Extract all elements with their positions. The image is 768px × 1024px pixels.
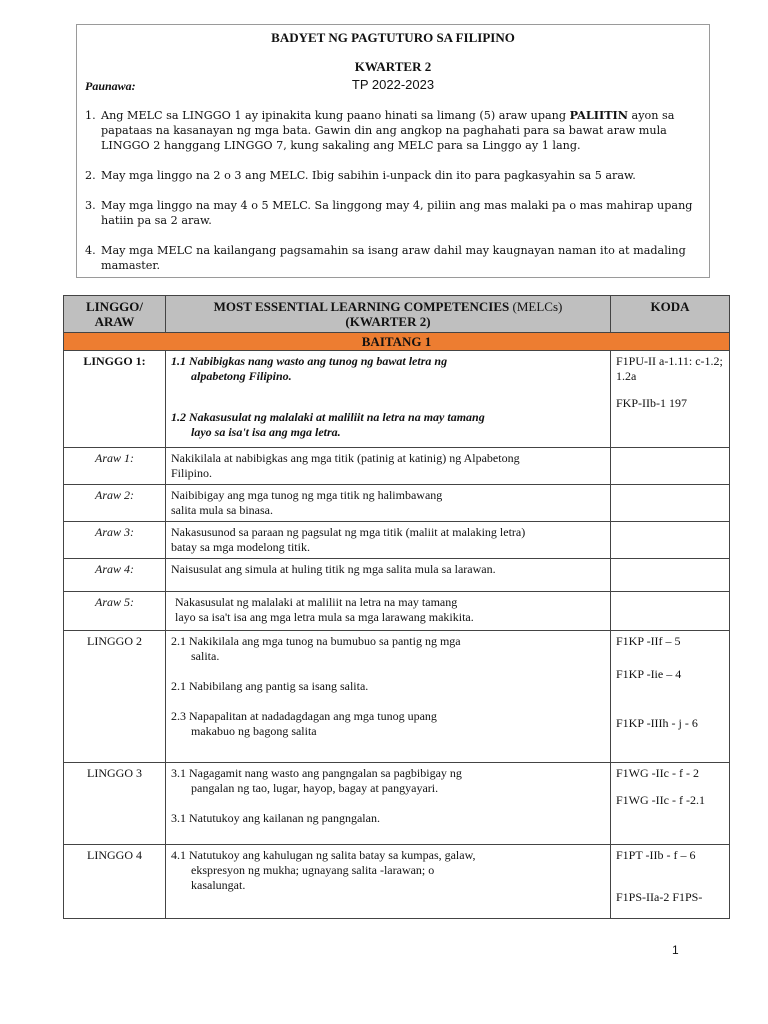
melc-cell: 2.1 Nakikilala ang mga tunog na bumubuo sa pantig ng mga salita. 2.1 Nabibilang ang pantig sa isang salita. 2.3 Napapalitan at nadadagdagan ang mga tunog upang makabuo ng bagong salita <box>166 631 611 763</box>
melc-cell: Nakikilala at nabibigkas ang mga titik (patinig at katinig) ng Alpabetong Filipino. <box>166 448 611 485</box>
note-number: 2. <box>85 169 96 182</box>
grade-band-row <box>64 333 730 351</box>
koda-cell <box>611 448 730 485</box>
day-label: Araw 1: <box>64 448 166 485</box>
paunawa-label: Paunawa: <box>85 79 136 93</box>
day-label: Araw 2: <box>64 485 166 522</box>
note-text: ayon sa papataas na kasanayan ng mga bata. Gawin din ang angkop na paghahati para sa bawat araw mula LINGGO 2 hanggang LINGGO 7, kung sakaling ang MELC para sa Linggo ay 1 lang. <box>101 109 675 152</box>
page-number: 1 <box>672 943 679 957</box>
day-label: Araw 3: <box>64 522 166 559</box>
note-number: 4. <box>85 244 96 257</box>
melc-cell: 3.1 Nagagamit nang wasto ang pangngalan sa pagbibigay ng pangalan ng tao, lugar, hayop, bagay at pangyayari. 3.1 Natutukoy ang kailanan ng pangngalan. <box>166 763 611 845</box>
melc-cell: 4.1 Natutukoy ang kahulugan ng salita batay sa kumpas, galaw, ekspresyon ng mukha; ugnayang salita -larawan; o kasalungat. <box>166 845 611 919</box>
table-row-araw <box>64 485 730 522</box>
column-header-linggo: LINGGO/ ARAW <box>64 296 166 333</box>
note-text: May mga linggo na 2 o 3 ang MELC. Ibig sabihin i-unpack din ito para pagkasyahin sa 5 araw. <box>101 169 636 182</box>
note-text: May mga linggo na may 4 o 5 MELC. Sa linggong may 4, piliin ang mas malaki pa o mas mahirap upang hatiin pa sa 2 araw. <box>101 199 693 227</box>
koda-cell <box>611 522 730 559</box>
week-label: LINGGO 2 <box>64 631 166 763</box>
table-row-araw <box>64 559 730 592</box>
table-row-araw <box>64 448 730 485</box>
koda-cell <box>611 559 730 592</box>
note-item <box>85 168 703 183</box>
document-title: BADYET NG PAGTUTURO SA FILIPINO <box>271 30 515 45</box>
week-label: LINGGO 3 <box>64 763 166 845</box>
koda-cell: F1KP -IIf – 5 F1KP -Iie – 4 F1KP -IIIh - j - 6 <box>611 631 730 763</box>
table-row-araw <box>64 592 730 631</box>
column-header-koda: KODA <box>611 296 730 333</box>
note-number: 3. <box>85 199 96 212</box>
table-row-linggo4 <box>64 845 730 919</box>
day-label: Araw 5: <box>64 592 166 631</box>
table-row-araw <box>64 522 730 559</box>
instructions-box <box>76 24 710 278</box>
budget-table <box>63 295 730 919</box>
day-label: Araw 4: <box>64 559 166 592</box>
school-year: TP 2022-2023 <box>351 77 435 92</box>
note-number: 1. <box>85 109 96 122</box>
koda-cell <box>611 592 730 631</box>
koda-cell <box>611 485 730 522</box>
week-label: LINGGO 1: <box>64 351 166 448</box>
table-header-row <box>64 296 730 333</box>
koda-cell: F1WG -IIc - f - 2 F1WG -IIc - f -2.1 <box>611 763 730 845</box>
melc-cell: Nakasusunod sa paraan ng pagsulat ng mga titik (maliit at malaking letra) batay sa mga modelong titik. <box>166 522 611 559</box>
melc-cell: Nakasusulat ng malalaki at maliliit na letra na may tamang layo sa isa't isa ang mga letra mula sa mga larawang makikita. <box>166 592 611 631</box>
note-item <box>85 108 703 153</box>
week-label: LINGGO 4 <box>64 845 166 919</box>
quarter-title: KWARTER 2 <box>354 59 432 74</box>
melc-cell: Naisusulat ang simula at huling titik ng mga salita mula sa larawan. <box>166 559 611 592</box>
note-emphasis: PALIITIN <box>569 108 628 122</box>
grade-band: BAITANG 1 <box>64 333 730 351</box>
koda-cell: F1PU-II a-1.11: c-1.2; 1.2a FKP-IIb-1 197 <box>611 351 730 448</box>
table-row-linggo1 <box>64 351 730 448</box>
column-header-melc: MOST ESSENTIAL LEARNING COMPETENCIES (MELCs) (KWARTER 2) <box>166 296 611 333</box>
table-row-linggo2 <box>64 631 730 763</box>
note-text: May mga MELC na kailangang pagsamahin sa isang araw dahil may kaugnayan naman ito at madaling mamaster. <box>101 244 686 272</box>
melc-cell: 1.1 Nabibigkas nang wasto ang tunog ng bawat letra ng alpabetong Filipino. 1.2 Nakasusulat ng malalaki at maliliit na letra na may tamang layo sa isa't isa ang mga letra. <box>166 351 611 448</box>
table-row-linggo3 <box>64 763 730 845</box>
note-text: Ang MELC sa LINGGO 1 ay ipinakita kung paano hinati sa limang (5) araw upang <box>101 109 570 122</box>
melc-cell: Naibibigay ang mga tunog ng mga titik ng halimbawang salita mula sa binasa. <box>166 485 611 522</box>
koda-cell: F1PT -IIb - f – 6 F1PS-IIa-2 F1PS- <box>611 845 730 919</box>
note-item <box>85 243 703 273</box>
note-item <box>85 198 703 228</box>
